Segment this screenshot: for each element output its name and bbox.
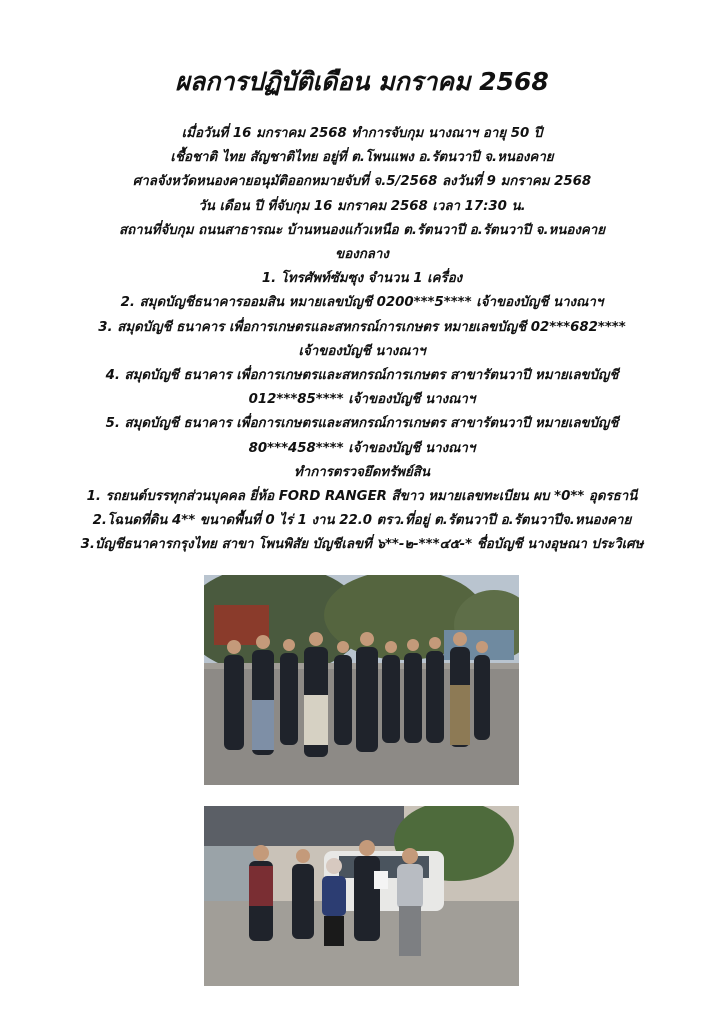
warrant-line: ศาลจังหวัดหนองคายอนุมัติออกหมายจับที่ จ.5/2568 ลงวันที่ 9 มกราคม 2568 (132, 174, 592, 190)
group-photo-illustration (204, 575, 519, 785)
arrest-time-line: วัน เดือน ปี ที่จับกุม 16 มกราคม 2568 เวลา 17:30 น. (198, 198, 526, 214)
arrest-photo-illustration (204, 806, 519, 986)
group-photo (204, 575, 519, 785)
arrest-location-line: สถานที่จับกุม ถนนสาธารณะ บ้านหนองแก้วเหนือ ต.รัตนวาปี อ.รัตนวาปี จ.หนองคาย (118, 222, 606, 238)
evidence-item-4: 4. สมุดบัญชี ธนาคาร เพื่อการเกษตรและสหกรณ์การเกษตร สาขารัตนวาปี หมายเลขบัญชี (105, 368, 619, 384)
asset-seizure-heading: ทำการตรวจยึดทรัพย์สิน (293, 464, 431, 480)
evidence-item-2: 2. สมุดบัญชีธนาคารออมสิน หมายเลขบัญชี 0200***5**** เจ้าของบัญชี นางณาฯ (120, 295, 604, 311)
evidence-item-3: 3. สมุดบัญชี ธนาคาร เพื่อการเกษตรและสหกรณ์การเกษตร หมายเลขบัญชี 02***682**** (98, 319, 626, 335)
evidence-item-5: 5. สมุดบัญชี ธนาคาร เพื่อการเกษตรและสหกรณ์การเกษตร สาขารัตนวาปี หมายเลขบัญชี (105, 416, 619, 432)
evidence-heading: ของกลาง (335, 247, 389, 263)
asset-item-3: 3.บัญชีธนาคารกรุงไทย สาขา โพนพิสัย บัญชีเลขที่ ๖**-๒-***๔๕-* ชื่อบัญชี นางอุษณา ประวิเศษ (80, 537, 644, 553)
arrest-photo (204, 806, 519, 986)
evidence-item-3-cont: เจ้าของบัญชี นางณาฯ (298, 343, 426, 359)
asset-item-1: 1. รถยนต์บรรทุกส่วนบุคคล ยี่ห้อ FORD RANGER สีขาว หมายเลขทะเบียน ผบ *0** อุดรธานี (86, 489, 638, 505)
report-body (0, 122, 724, 558)
evidence-item-1: 1. โทรศัพท์ซัมซุง จำนวน 1 เครื่อง (261, 271, 463, 287)
nationality-line: เชื้อชาติ ไทย สัญชาติไทย อยู่ที่ ต.โพนแพง อ.รัตนวาปี จ.หนองคาย (170, 150, 554, 166)
evidence-item-5-cont: 80***458**** เจ้าของบัญชี นางณาฯ (248, 440, 476, 456)
page-title: ผลการปฏิบัติเดือน มกราคม 2568 (175, 67, 549, 96)
asset-item-2: 2.โฉนดที่ดิน 4** ขนาดพื้นที่ 0 ไร่ 1 งาน 22.0 ตรว.ที่อยู่ ต.รัตนวาปี อ.รัตนวาปีจ.หนองคาย (92, 513, 632, 529)
evidence-item-4-cont: 012***85**** เจ้าของบัญชี นางณาฯ (248, 392, 476, 408)
arrest-date-line: เมื่อวันที่ 16 มกราคม 2568 ทำการจับกุม นางณาฯ อายุ 50 ปี (181, 126, 543, 141)
